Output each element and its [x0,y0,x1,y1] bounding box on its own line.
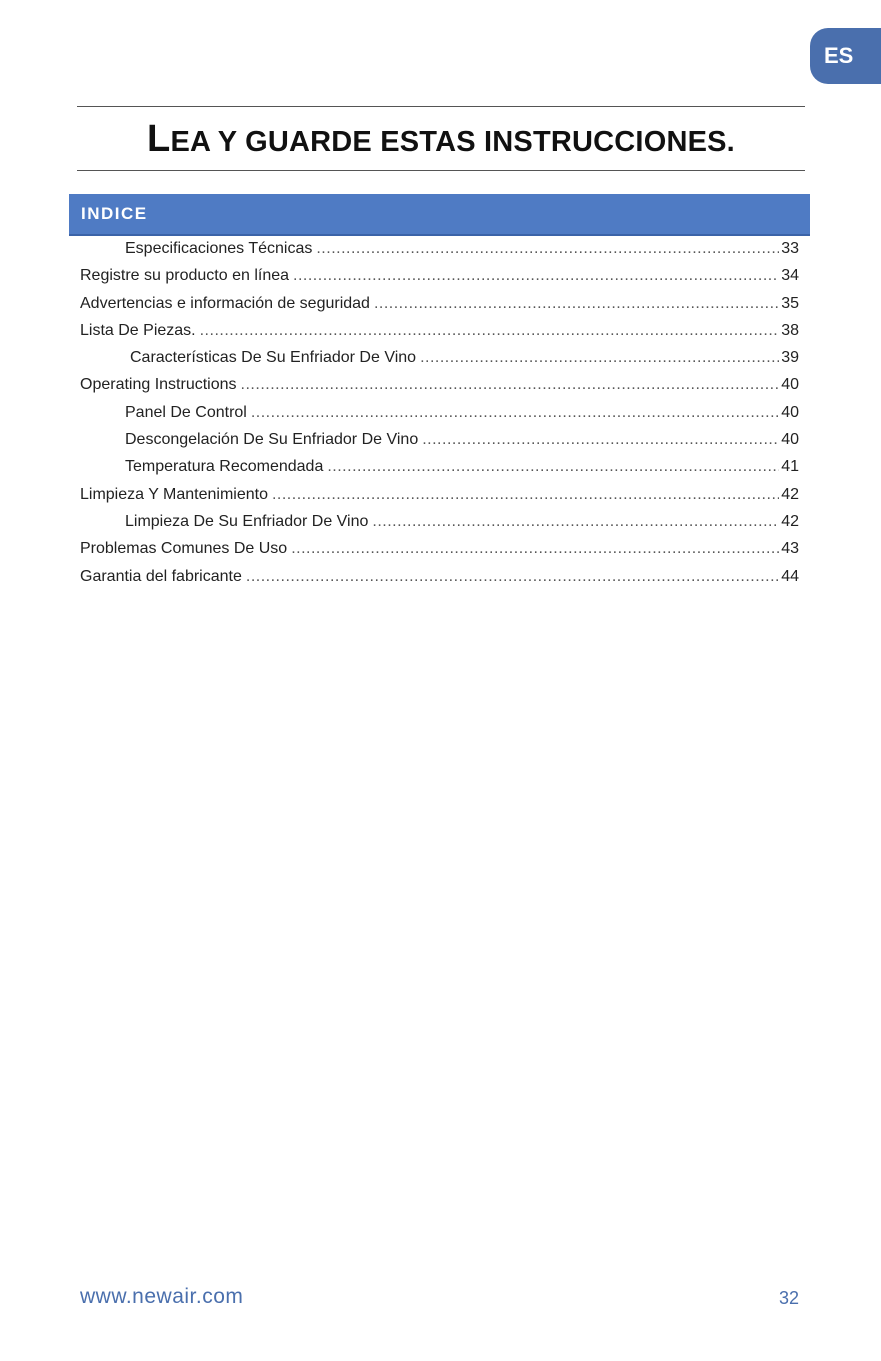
toc-leader-dots [316,240,779,258]
toc-entry-advertencias[interactable] [80,295,799,322]
toc-leader-dots [272,486,779,504]
toc-entry-label: Operating Instructions [80,376,237,394]
toc-leader-dots [420,349,779,367]
toc-entry-page: 35 [781,294,799,312]
toc-leader-dots [327,458,779,476]
toc-entry-page: 40 [781,431,799,449]
toc-leader-dots [251,404,779,422]
toc-entry-page: 33 [781,240,799,257]
toc-entry-lista-piezas[interactable] [80,322,799,349]
toc-leader-dots [372,513,779,531]
toc-leader-dots [241,376,780,394]
toc-entry-page: 44 [781,567,799,585]
toc-entry-descongelacion[interactable] [80,431,799,458]
footer-website-link[interactable]: www.newair.com [80,1285,244,1308]
toc-entry-label: Especificaciones Técnicas [125,240,313,257]
toc-entry-especificaciones[interactable] [80,240,799,267]
toc-entry-problemas[interactable] [80,540,799,567]
title-bottom-rule [77,170,805,171]
toc-entry-label: Temperatura Recomendada [125,458,324,476]
toc-entry-label: Panel De Control [125,403,247,421]
toc-entry-page: 40 [781,403,799,421]
toc-entry-page: 40 [781,376,799,394]
toc-entry-caracteristicas[interactable] [80,349,799,376]
toc-entry-page: 39 [781,349,799,367]
toc-entry-label: Advertencias e información de seguridad [80,294,370,312]
toc-leader-dots [422,431,779,449]
toc-entry-label: Problemas Comunes De Uso [80,540,288,558]
toc-entry-label: Lista De Piezas. [80,321,196,339]
page-title-initial: L [147,118,171,160]
toc-entry-page: 34 [781,267,799,285]
toc-entry-operating-instructions[interactable] [80,376,799,403]
toc-leader-dots [246,568,779,586]
toc-entry-label: Descongelación De Su Enfriador De Vino [125,431,419,449]
toc-leader-dots [293,267,779,285]
toc-entry-temperatura[interactable] [80,458,799,485]
toc-leader-dots [291,540,779,558]
toc-entry-panel-control[interactable] [80,404,799,431]
toc-entry-page: 42 [781,485,799,503]
language-tab: ES [810,28,881,84]
page-title [77,118,805,161]
table-of-contents [80,240,799,595]
toc-leader-dots [200,322,780,340]
toc-entry-label: Registre su producto en línea [80,267,290,285]
index-header: INDICE [69,194,810,236]
toc-entry-page: 41 [781,458,799,476]
toc-entry-limpieza-enfriador[interactable] [80,513,799,540]
footer-page-number: 32 [778,1288,799,1308]
toc-leader-dots [374,295,779,313]
page-title-text: EA Y GUARDE ESTAS INSTRUCCIONES. [170,126,735,158]
title-top-rule [77,106,805,107]
toc-entry-label: Garantia del fabricante [80,567,242,585]
toc-entry-page: 43 [781,540,799,558]
toc-entry-label: Características De Su Enfriador De Vino [130,349,417,367]
toc-entry-garantia[interactable] [80,568,799,595]
toc-entry-label: Limpieza Y Mantenimiento [80,485,268,503]
toc-entry-limpieza-mantenimiento[interactable] [80,486,799,513]
toc-entry-page: 42 [781,512,799,530]
toc-entry-page: 38 [781,321,799,339]
toc-entry-label: Limpieza De Su Enfriador De Vino [125,512,369,530]
toc-entry-registre[interactable] [80,267,799,294]
